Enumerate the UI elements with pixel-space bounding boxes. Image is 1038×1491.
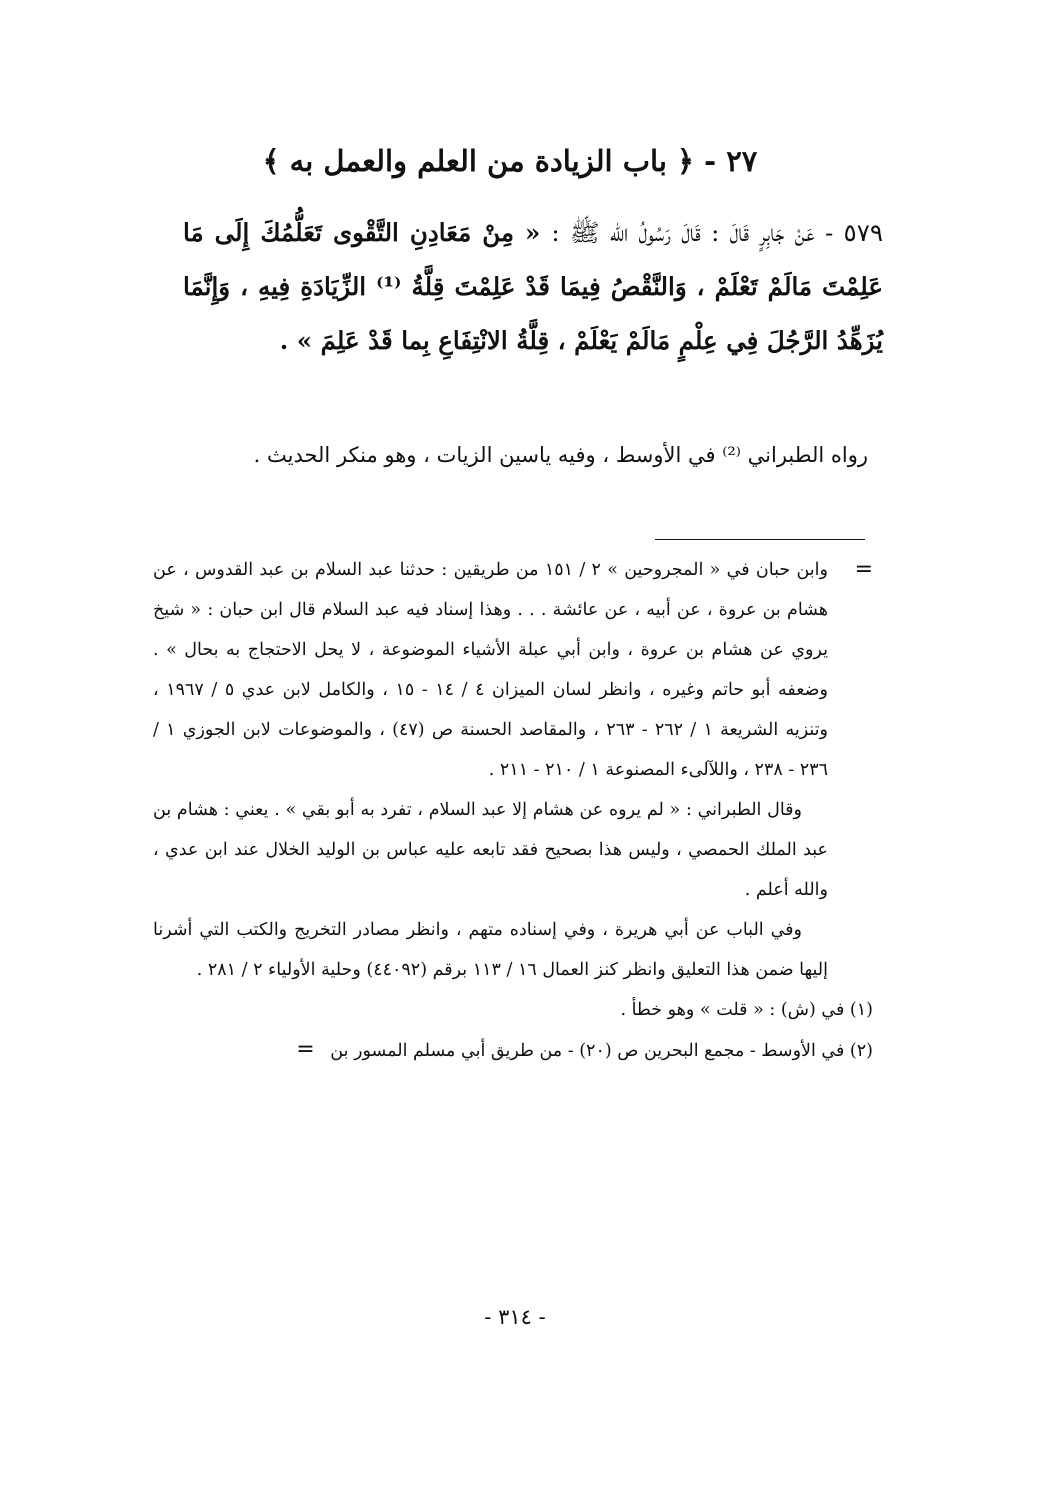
footnote-1: (١) في (ش) : « قلت » وهو خطأ . [620, 1000, 873, 1020]
footnote-2-end-mark: = [296, 1037, 315, 1062]
hadith-body: « مِنْ مَعَادِنِ التَّقْوى تَعَلُّمُكَ إِلَى مَا عَلِمْتَ مَالَمْ تَعْلَمْ ، وَالنَّقْصُ فِيمَا قَدْ عَلِمْتَ قِلَّةُ ⁽¹⁾ الزِّيَادَةِ فِيهِ ، وَإِنَّمَا يُزَهِّدُ الرَّجُلَ فِي عِلْمٍ مَالَمْ يَعْلَمْ ، قِلَّةُ الانْتِفَاعِ بِما قَدْ عَلِمَ » . [183, 218, 884, 355]
footnote-2 [153, 1030, 873, 1071]
footnote-continuation [153, 550, 873, 990]
footnotes [153, 550, 873, 1071]
hadith-text [183, 206, 883, 368]
footnote-paragraph: وقال الطبراني : « لم يروه عن هشام إلا عبد السلام ، تفرد به أبو بقي » . يعني : هشام بن عبد الملك الحمصي ، وليس هذا بصحيح فقد تابعه عليه عباس بن الوليد الخلال عند ابن عدي ، والله أعلم . [153, 800, 828, 900]
page-number: - ٣١٤ - [484, 1305, 546, 1329]
footnote-paragraph: وابن حبان في « المجروحين » ٢ / ١٥١ من طريقين : حدثنا عبد السلام بن عبد القدوس ، عن هشام بن عروة ، عن أبيه ، عن عائشة . . . وهذا إسناد فيه عبد السلام قال ابن حبان : « شيخ يروي عن هشام بن عروة ، وابن أبي عبلة الأشياء الموضوعة ، لا يحل الاحتجاج به بحال » . وضعفه أبو حاتم وغيره ، وانظر لسان الميزان ٤ / ١٤ - ١٥ ، والكامل لابن عدي ٥ / ١٩٦٧ ، وتنزيه الشريعة ١ / ٢٦٢ - ٢٦٣ ، والمقاصد الحسنة ص (٤٧) ، والموضوعات لابن الجوزي ١ / ٢٣٦ - ٢٣٨ ، واللآلىء المصنوعة ١ / ٢١٠ - ٢١١ . [153, 560, 828, 780]
footnote-paragraph: وفي الباب عن أبي هريرة ، وفي إسناده متهم ، وانظر مصادر التخريج والكتب التي أشرنا إليها ضمن هذا التعليق وانظر كنز العمال ١٦ / ١١٣ برقم (٤٤٠٩٢) وحلية الأولياء ٢ / ٢٨١ . [153, 920, 828, 980]
continuation-mark: = [854, 557, 873, 582]
footnote-2-text: (٢) في الأوسط - مجمع البحرين ص (٢٠) - من طريق أبي مسلم المسور بن [330, 1041, 873, 1061]
footnote-divider [655, 539, 865, 540]
narration-text: رواه الطبراني ⁽²⁾ في الأوسط ، وفيه ياسين الزيات ، وهو منكر الحديث . [253, 443, 868, 467]
hadith-intro: ٥٧٩ - عَنْ جَابِرٍ قَالَ : قَالَ رَسُولُ الله ﷺ : [551, 218, 884, 247]
chapter-title: ٢٧ - ﴿ باب الزيادة من العلم والعمل به ﴾ [262, 144, 758, 178]
